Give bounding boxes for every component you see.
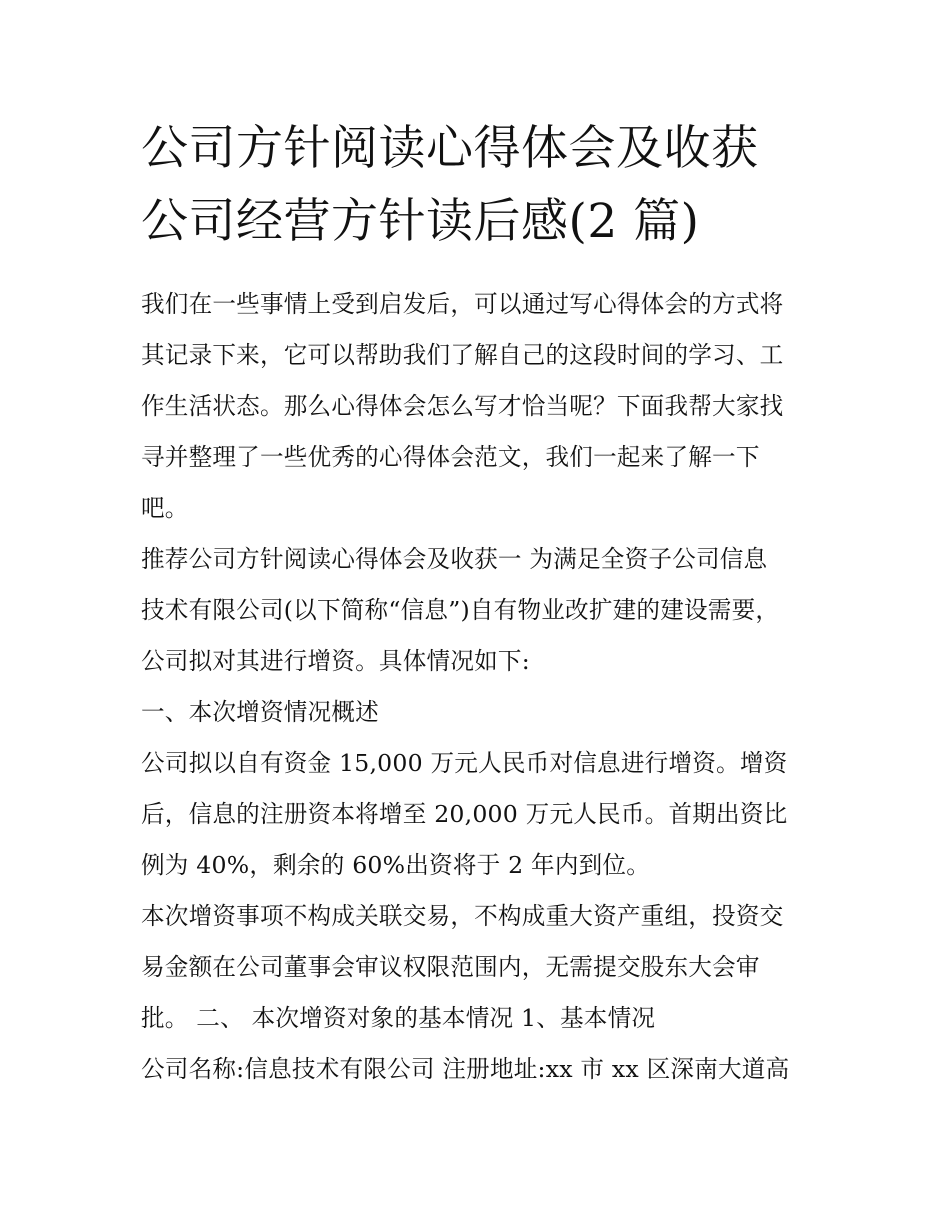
text-line: 公司拟以自有资金 15,000 万元人民币对信息进行增资。增资	[141, 749, 788, 777]
title-line-1: 公司方针阅读心得体会及收获	[141, 121, 759, 176]
text-line: 公司拟对其进行增资。具体情况如下:	[141, 647, 530, 675]
text-line: 技术有限公司(以下简称“信息”)自有物业改扩建的建设需要，	[141, 596, 780, 624]
section-heading: 一、本次增资情况概述	[141, 698, 379, 726]
text-line: 本次增资事项不构成关联交易，不构成重大资产重组，投资交	[141, 902, 784, 930]
text-line: 易金额在公司董事会审议权限范围内，无需提交股东大会审	[141, 953, 760, 981]
text-line: 推荐公司方针阅读心得体会及收获一 为满足全资子公司信息	[141, 545, 768, 573]
text-line: 批。 二、 本次增资对象的基本情况 1、基本情况	[141, 1004, 656, 1032]
text-line: 寻并整理了一些优秀的心得体会范文，我们一起来了解一下	[141, 443, 760, 471]
text-line: 我们在一些事情上受到启发后，可以通过写心得体会的方式将	[141, 290, 784, 318]
text-line: 例为 40%，剩余的 60%出资将于 2 年内到位。	[141, 851, 650, 879]
document-page	[141, 112, 813, 1095]
document-title	[141, 112, 813, 258]
text-line: 公司名称:信息技术有限公司 注册地址:xx 市 xx 区深南大道高	[141, 1055, 790, 1083]
text-line: 作生活状态。那么心得体会怎么写才恰当呢？下面我帮大家找	[141, 392, 784, 420]
text-line: 吧。	[141, 494, 189, 522]
text-line: 其记录下来，它可以帮助我们了解自己的这段时间的学习、工	[141, 341, 784, 369]
document-body	[141, 279, 813, 1095]
title-line-2: 公司经营方针读后感(2 篇)	[141, 194, 700, 249]
text-line: 后，信息的注册资本将增至 20,000 万元人民币。首期出资比	[141, 800, 788, 828]
